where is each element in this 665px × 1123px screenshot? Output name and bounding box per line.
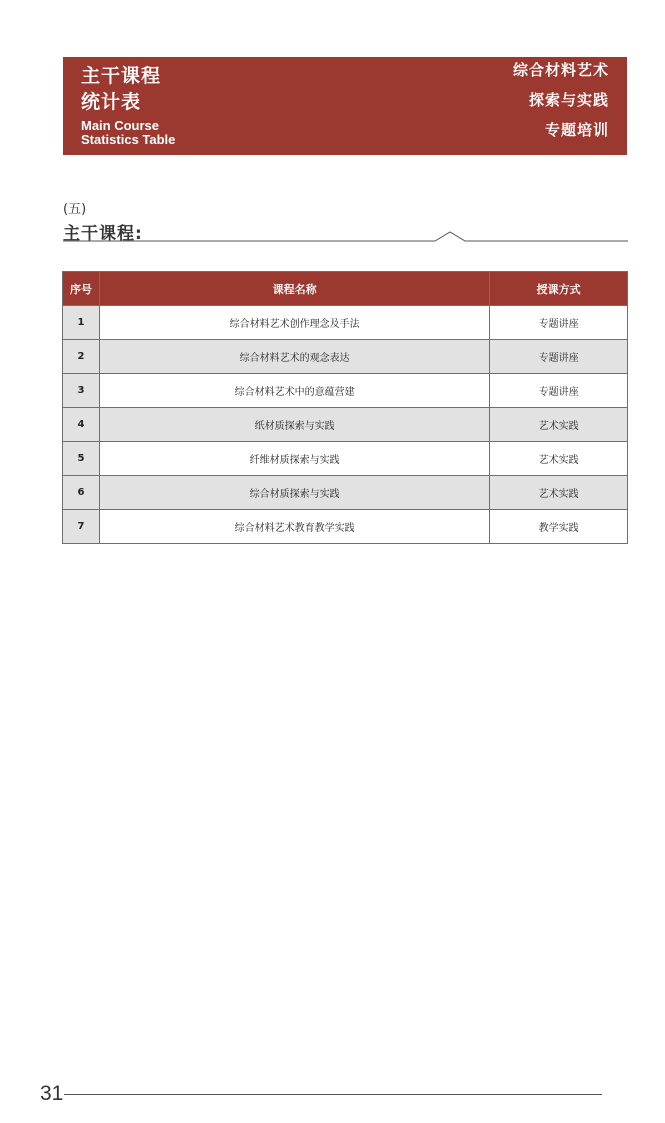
row-number: 7 [63, 510, 100, 544]
banner-title-line2: 统计表 [81, 91, 142, 113]
banner-right-line1: 综合材料艺术 [512, 61, 609, 79]
banner-right-line2: 探索与实践 [528, 91, 609, 109]
banner-right-block [513, 63, 609, 153]
header-teaching-method: 授课方式 [490, 272, 628, 306]
row-teaching-method: 艺术实践 [490, 476, 628, 510]
row-course-name: 综合材质探索与实践 [99, 476, 489, 510]
row-course-name: 综合材料艺术中的意蕴营建 [99, 374, 489, 408]
row-number: 6 [63, 476, 100, 510]
row-course-name: 综合材料艺术教育教学实践 [99, 510, 489, 544]
row-teaching-method: 艺术实践 [490, 408, 628, 442]
table-row [63, 476, 628, 510]
banner-left-block [81, 63, 175, 147]
row-course-name: 综合材料艺术创作理念及手法 [99, 306, 489, 340]
row-teaching-method: 专题讲座 [490, 306, 628, 340]
header-number: 序号 [63, 272, 100, 306]
row-course-name: 纸材质探索与实践 [99, 408, 489, 442]
footer-rule [64, 1094, 602, 1095]
table-row [63, 442, 628, 476]
table-row [63, 306, 628, 340]
header-banner [63, 57, 627, 155]
row-course-name: 纤维材质探索与实践 [99, 442, 489, 476]
row-teaching-method: 专题讲座 [490, 340, 628, 374]
table-row [63, 374, 628, 408]
row-teaching-method: 教学实践 [490, 510, 628, 544]
row-teaching-method: 专题讲座 [490, 374, 628, 408]
row-number: 2 [63, 340, 100, 374]
row-number: 3 [63, 374, 100, 408]
banner-right-line3: 专题培训 [544, 121, 609, 139]
table-row [63, 408, 628, 442]
row-number: 5 [63, 442, 100, 476]
section-title: 主干课程: [63, 224, 143, 244]
banner-subtitle-line1: Main Course [81, 118, 160, 133]
table-header-row [63, 272, 628, 306]
section-divider [0, 225, 665, 245]
table-row [63, 510, 628, 544]
row-number: 1 [63, 306, 100, 340]
course-table [62, 271, 628, 544]
row-teaching-method: 艺术实践 [490, 442, 628, 476]
banner-title-line1: 主干课程 [81, 65, 162, 87]
row-number: 4 [63, 408, 100, 442]
header-course-name: 课程名称 [99, 272, 489, 306]
page-number: 31 [40, 1082, 64, 1105]
row-course-name: 综合材料艺术的观念表达 [99, 340, 489, 374]
banner-subtitle-line2: Statistics Table [81, 132, 176, 147]
section-number: (五) [63, 202, 87, 217]
table-row [63, 340, 628, 374]
